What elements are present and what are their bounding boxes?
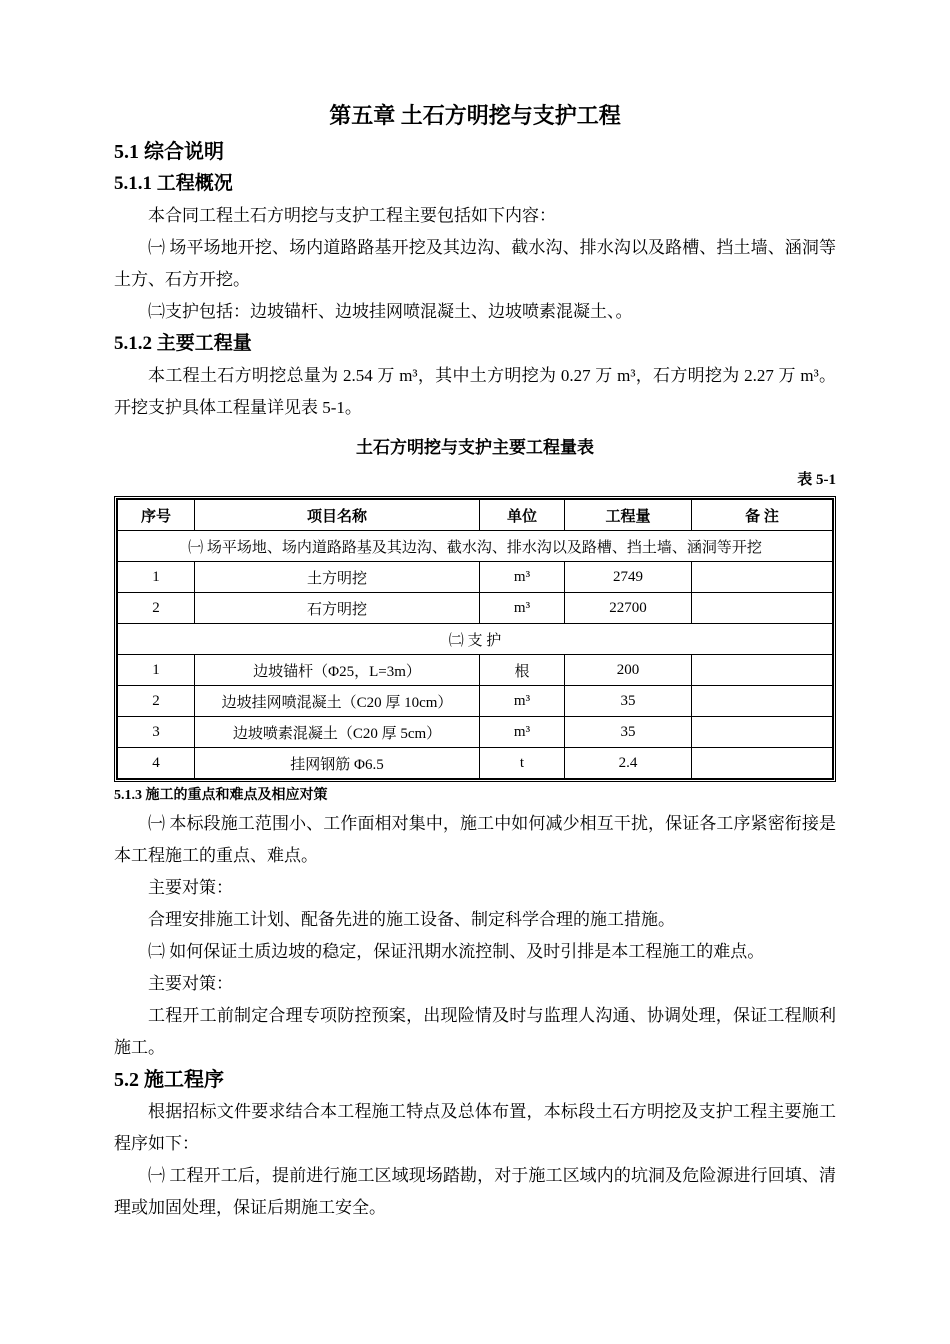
paragraph: 本工程土石方明挖总量为 2.54 万 m³，其中土方明挖为 0.27 万 m³，石方明挖为 2.27 万 m³。开挖支护具体工程量详见表 5-1。 xyxy=(114,366,836,417)
paragraph: ㈠ 工程开工后，提前进行施工区域现场踏勘，对于施工区域内的坑洞及危险源进行回填、清理或加固处理，保证后期施工安全。 xyxy=(114,1166,836,1217)
row-number: 1 xyxy=(118,655,195,686)
table-row xyxy=(118,748,833,779)
table-group-row xyxy=(118,531,833,562)
note-cell xyxy=(692,748,833,779)
row-number: 1 xyxy=(118,562,195,593)
note-cell xyxy=(692,717,833,748)
table-group-row xyxy=(118,624,833,655)
paragraph: 主要对策： xyxy=(148,878,233,897)
section-heading-5-1-2: 5.1.2 主要工程量 xyxy=(114,333,252,354)
item-name: 边坡锚杆（Φ25，L=3m） xyxy=(195,655,480,686)
row-number: 2 xyxy=(118,593,195,624)
paragraph: ㈠ 场平场地开挖、场内道路路基开挖及其边沟、截水沟、排水沟以及路槽、挡土墙、涵洞等土方、石方开挖。 xyxy=(114,238,836,289)
row-number: 3 xyxy=(118,717,195,748)
paragraph: ㈠ 本标段施工范围小、工作面相对集中，施工中如何减少相互干扰，保证各工序紧密衔接是本工程施工的重点、难点。 xyxy=(114,814,836,865)
paragraph: ㈡支护包括：边坡锚杆、边坡挂网喷混凝土、边坡喷素混凝土、。 xyxy=(148,302,633,321)
section-heading-5-1-3: 5.1.3 施工的重点和难点及相应对策 xyxy=(114,788,328,803)
unit-cell: t xyxy=(480,748,565,779)
paragraph: 本合同工程土石方明挖与支护工程主要包括如下内容： xyxy=(148,206,556,225)
chapter-title: 第五章 土石方明挖与支护工程 xyxy=(329,103,621,128)
row-number: 4 xyxy=(118,748,195,779)
table-row xyxy=(118,593,833,624)
quantity-cell: 200 xyxy=(565,655,692,686)
quantity-cell: 35 xyxy=(565,686,692,717)
unit-cell: m³ xyxy=(480,717,565,748)
table-row xyxy=(118,655,833,686)
item-name: 边坡喷素混凝土（C20 厚 5cm） xyxy=(195,717,480,748)
row-number: 2 xyxy=(118,686,195,717)
note-cell xyxy=(692,686,833,717)
note-cell xyxy=(692,562,833,593)
group-label: ㈠ 场平场地、场内道路路基及其边沟、截水沟、排水沟以及路槽、挡土墙、涵洞等开挖 xyxy=(118,531,833,562)
section-heading-5-1: 5.1 综合说明 xyxy=(114,141,224,163)
table-row xyxy=(118,562,833,593)
quantity-cell: 2749 xyxy=(565,562,692,593)
table-title: 土石方明挖与支护主要工程量表 xyxy=(356,438,594,457)
item-name: 石方明挖 xyxy=(195,593,480,624)
section-heading-5-2: 5.2 施工程序 xyxy=(114,1069,224,1091)
group-label: ㈡ 支 护 xyxy=(118,624,833,655)
header-cell: 单位 xyxy=(480,500,565,531)
document-page xyxy=(114,96,836,1224)
paragraph: ㈡ 如何保证土质边坡的稳定，保证汛期水流控制、及时引排是本工程施工的难点。 xyxy=(148,942,765,961)
table-row xyxy=(118,686,833,717)
unit-cell: m³ xyxy=(480,593,565,624)
item-name: 土方明挖 xyxy=(195,562,480,593)
header-cell: 工程量 xyxy=(565,500,692,531)
paragraph: 主要对策： xyxy=(148,974,233,993)
quantity-cell: 22700 xyxy=(565,593,692,624)
unit-cell: m³ xyxy=(480,562,565,593)
item-name: 边坡挂网喷混凝土（C20 厚 10cm） xyxy=(195,686,480,717)
section-heading-5-1-1: 5.1.1 工程概况 xyxy=(114,173,233,194)
paragraph: 合理安排施工计划、配备先进的施工设备、制定科学合理的施工措施。 xyxy=(148,910,675,929)
table-row xyxy=(118,717,833,748)
header-cell: 项目名称 xyxy=(195,500,480,531)
item-name: 挂网钢筋 Φ6.5 xyxy=(195,748,480,779)
quantity-cell: 35 xyxy=(565,717,692,748)
table-number: 表 5-1 xyxy=(797,472,836,488)
table-header-row xyxy=(118,500,833,531)
unit-cell: m³ xyxy=(480,686,565,717)
quantity-cell: 2.4 xyxy=(565,748,692,779)
header-cell: 序号 xyxy=(118,500,195,531)
paragraph: 工程开工前制定合理专项防控预案，出现险情及时与监理人沟通、协调处理，保证工程顺利施工。 xyxy=(114,1006,836,1057)
header-cell: 备 注 xyxy=(692,500,833,531)
paragraph: 根据招标文件要求结合本工程施工特点及总体布置，本标段土石方明挖及支护工程主要施工程序如下： xyxy=(114,1102,836,1153)
note-cell xyxy=(692,593,833,624)
note-cell xyxy=(692,655,833,686)
quantities-table xyxy=(114,496,836,782)
unit-cell: 根 xyxy=(480,655,565,686)
